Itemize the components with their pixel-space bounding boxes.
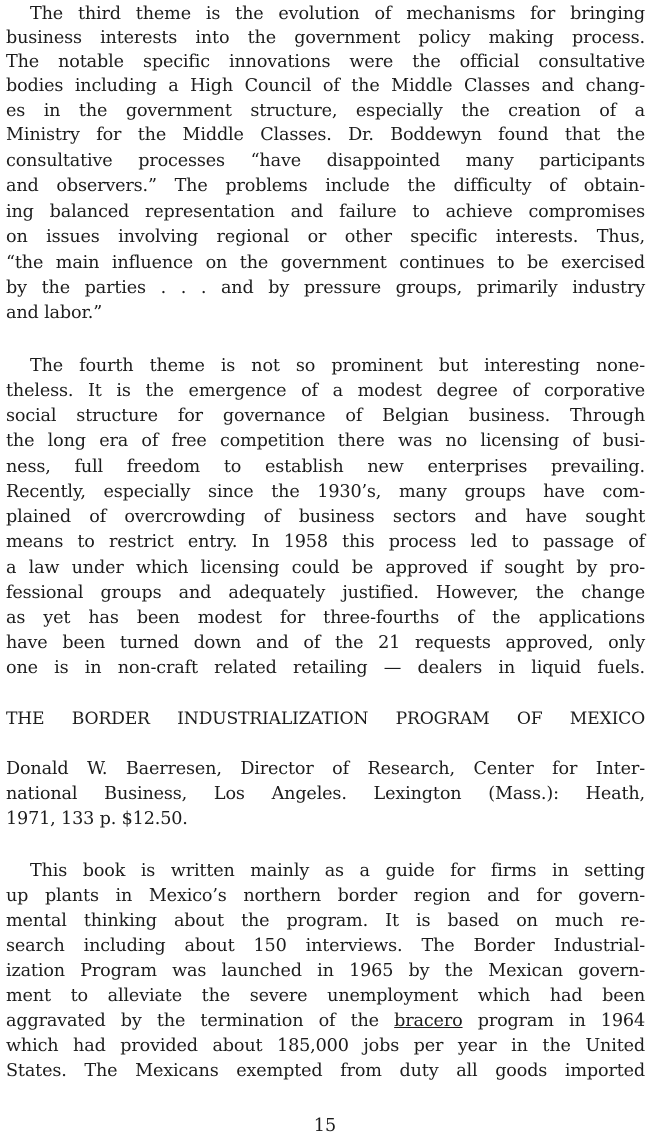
text-line: theless. It is the emergence of a modest degree of corporative xyxy=(6,381,645,401)
text-line: consultative processes “have disappointed many participants xyxy=(6,151,645,171)
underlined-word: bracero xyxy=(394,1011,463,1031)
text-line: and observers.” The problems include the difficulty of obtain- xyxy=(6,176,645,196)
text-line: The third theme is the evolution of mechanisms for bringing xyxy=(30,4,645,24)
text-line: a law under which licensing could be approved if sought by pro- xyxy=(6,558,645,578)
text-line: ment to alleviate the severe unemployment which had been xyxy=(6,986,645,1006)
page-number: 15 xyxy=(313,1116,337,1136)
text-line: means to restrict entry. In 1958 this process led to passage of xyxy=(6,532,645,552)
text-line: business interests into the government policy making process. xyxy=(6,28,645,48)
text-line: up plants in Mexico’s northern border region and for govern- xyxy=(6,886,645,906)
text-line: “the main influence on the government continues to be exercised xyxy=(6,253,645,273)
text-line: which had provided about 185,000 jobs per year in the United xyxy=(6,1036,645,1056)
text-line: the long era of free competition there was no licensing of busi- xyxy=(6,431,645,451)
text-line: The fourth theme is not so prominent but interesting none- xyxy=(30,356,645,376)
text-line: bodies including a High Council of the Middle Classes and chang- xyxy=(6,76,645,96)
text-line: 1971, 133 p. $12.50. xyxy=(6,809,188,829)
text-line: ing balanced representation and failure to achieve compromises xyxy=(6,202,645,222)
text-line: This book is written mainly as a guide for firms in setting xyxy=(30,861,645,881)
text-line: Recently, especially since the 1930’s, many groups have com- xyxy=(6,482,645,502)
text-line: and labor.” xyxy=(6,303,103,323)
text-line xyxy=(6,1009,645,1033)
text-line: fessional groups and adequately justified. However, the change xyxy=(6,583,645,603)
text-line: States. The Mexicans exempted from duty all goods imported xyxy=(6,1061,645,1081)
text-line: ization Program was launched in 1965 by the Mexican govern- xyxy=(6,961,645,981)
text-segment: aggravated by the termination of the xyxy=(6,1011,395,1031)
section-heading: THE BORDER INDUSTRIALIZATION PROGRAM OF MEXICO xyxy=(6,709,645,729)
text-line: as yet has been modest for three-fourths of the applications xyxy=(6,608,645,628)
text-line: have been turned down and of the 21 requests approved, only xyxy=(6,633,645,653)
text-line: Donald W. Baerresen, Director of Research, Center for Inter- xyxy=(6,759,645,779)
text-line: es in the government structure, especially the creation of a xyxy=(6,101,645,121)
text-line: Ministry for the Middle Classes. Dr. Boddewyn found that the xyxy=(6,125,645,145)
text-line: mental thinking about the program. It is based on much re- xyxy=(6,911,645,931)
text-line: plained of overcrowding of business sectors and have sought xyxy=(6,507,645,527)
text-segment: program in 1964 xyxy=(462,1011,645,1031)
text-line: The notable specific innovations were the official consultative xyxy=(6,52,645,72)
text-line: social structure for governance of Belgian business. Through xyxy=(6,406,645,426)
text-line: on issues involving regional or other specific interests. Thus, xyxy=(6,227,645,247)
text-line: search including about 150 interviews. The Border Industrial- xyxy=(6,936,645,956)
text-line: ness, full freedom to establish new enterprises prevailing. xyxy=(6,457,645,477)
text-line: one is in non-craft related retailing — dealers in liquid fuels. xyxy=(6,658,645,678)
text-line: by the parties . . . and by pressure groups, primarily industry xyxy=(6,278,645,298)
text-line: national Business, Los Angeles. Lexington (Mass.): Heath, xyxy=(6,784,645,804)
